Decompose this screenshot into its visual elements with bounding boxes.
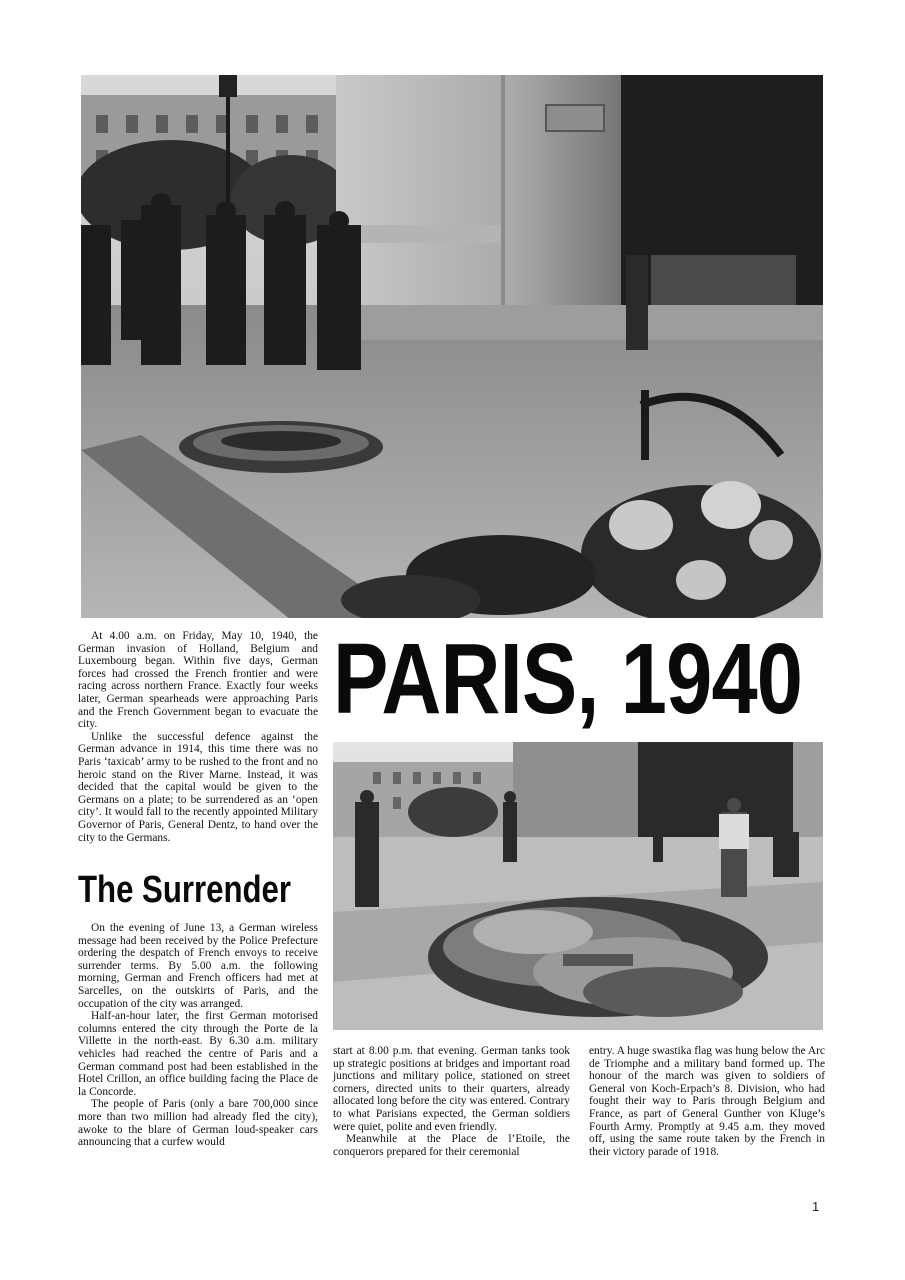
body-paragraph: Meanwhile at the Place de l’Etoile, the conquerors prepared for their ceremonial bbox=[333, 1133, 570, 1158]
middle-column bbox=[333, 1045, 570, 1158]
article-title: PARIS, 1940 bbox=[333, 623, 803, 735]
surrender-column bbox=[78, 922, 318, 1149]
photo-modern-image bbox=[333, 742, 823, 1030]
intro-column bbox=[78, 630, 318, 844]
right-column bbox=[589, 1045, 825, 1158]
body-paragraph: On the evening of June 13, a German wireless message had been received by the Police Prefecture ordering the despatch of French envoys to receive surrender terms. By 5.00 a.m. the following morning, German and French officers had met at Sarcelles, on the outskirts of Paris, and the occupation of the city was arranged. bbox=[78, 922, 318, 1010]
section-heading: The Surrender bbox=[78, 869, 291, 911]
body-paragraph: Half-an-hour later, the first German motorised columns entered the city through the Porte de la Villette in the north-east. By 6.30 a.m. military vehicles had reached the centre of Paris and a German command post had been established in the Hotel Crillon, an office building facing the Place de la Concorde. bbox=[78, 1010, 318, 1098]
page-number: 1 bbox=[812, 1199, 820, 1214]
photo-1940-arc-de-triomphe bbox=[81, 75, 823, 618]
photo-1940-image bbox=[81, 75, 823, 618]
intro-paragraph: At 4.00 a.m. on Friday, May 10, 1940, the German invasion of Holland, Belgium and Luxembourg began. Within five days, German forces had crossed the French frontier and were racing across northern France. Exactly four weeks later, German spearheads were approaching Paris and the French Government began to evacuate the city. bbox=[78, 630, 318, 731]
intro-paragraph: Unlike the successful defence against the German advance in 1914, this time there was no Paris ‘taxicab’ army to be rushed to the front and no heroic stand on the River Marne. Instead, it was decided that the capital would be given to the Germans on a plate; to be surrendered as an ‘open city’. It would fall to the recently appointed Military Governor of Paris, General Dentz, to hand over the city to the Germans. bbox=[78, 730, 318, 844]
photo-modern-tomb bbox=[333, 742, 823, 1030]
body-paragraph: The people of Paris (only a bare 700,000 since more than two million had already fled the city), awoke to the blare of German loud-speaker cars announcing that a curfew would bbox=[78, 1098, 318, 1149]
body-paragraph: entry. A huge swastika flag was hung below the Arc de Triomphe and a military band formed up. The honour of the march was given to soldiers of General von Koch-Erpach’s 8. Division, who had fought their way to Paris through Belgium and France, as part of General Gunther von Kluge’s Fourth Army. Promptly at 9.45 a.m. they moved off, using the same route taken by the French in their victory parade of 1918. bbox=[589, 1045, 825, 1158]
body-paragraph: start at 8.00 p.m. that evening. German tanks took up strategic positions at bridges and important road junctions and military police, stationed on street corners, directed units to their quarters, already allocated long before the city was entered. Contrary to what Parisians expected, the German soldiers were quiet, polite and even friendly. bbox=[333, 1045, 570, 1133]
